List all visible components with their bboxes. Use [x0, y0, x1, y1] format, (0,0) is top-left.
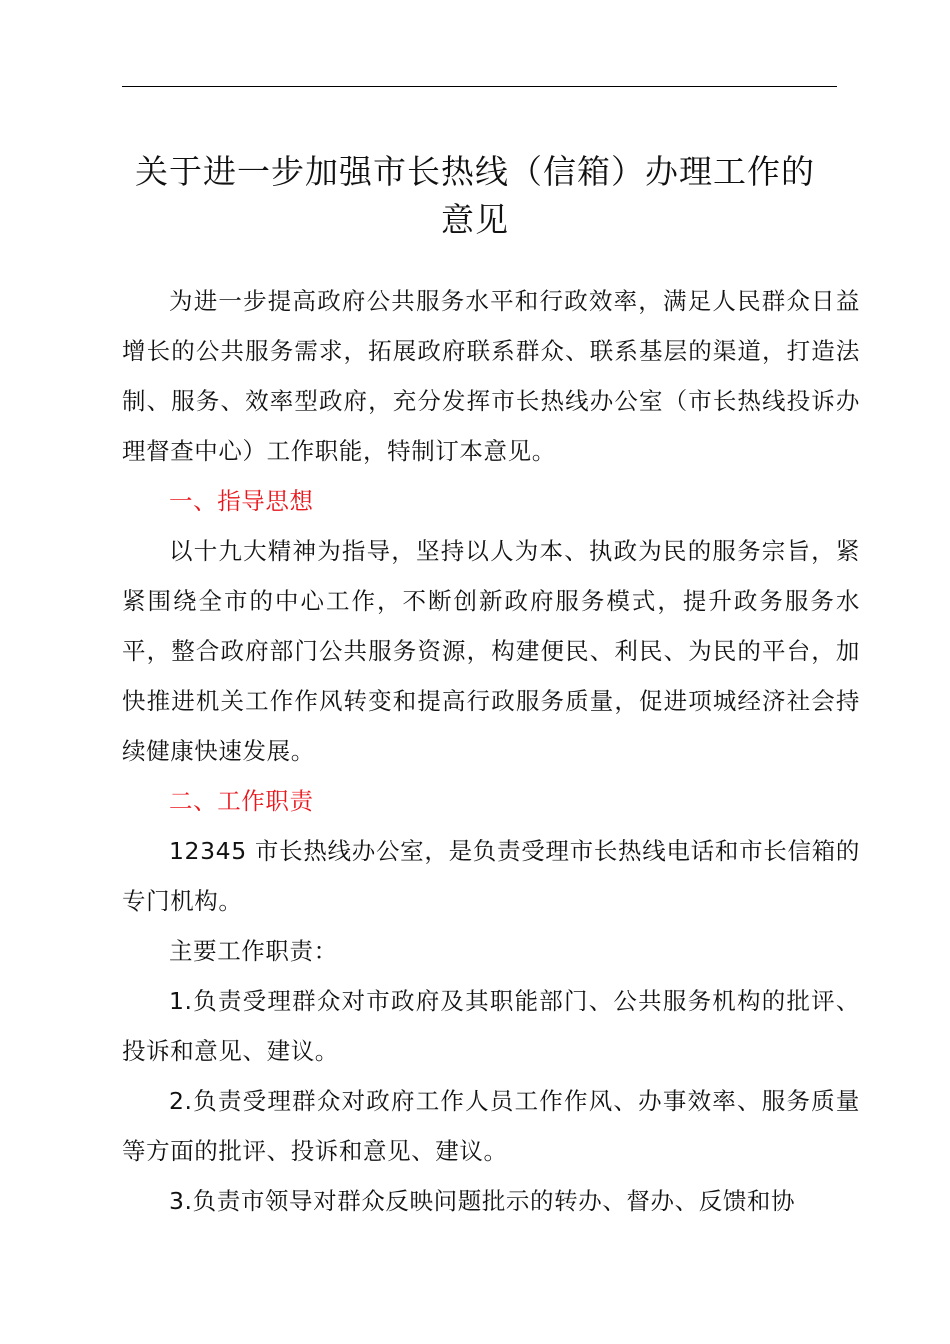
title-line-2: 意见 — [441, 200, 509, 239]
guiding-ideology-paragraph: 以十九大精神为指导，坚持以人为本、执政为民的服务宗旨，紧紧围绕全市的中心工作，不断创新政府服务模式，提升政务服务水平，整合政府部门公共服务资源，构建便民、利民、为民的平台，加快推进机关工作作风转变和提高行政服务质量，促进项城经济社会持续健康快速发展。 — [122, 537, 860, 765]
duty-item-2: 2.负责受理群众对政府工作人员工作作风、办事效率、服务质量等方面的批评、投诉和意见、建议。 — [122, 1087, 860, 1165]
section-heading-guiding-ideology: 一、指导思想 — [169, 487, 314, 515]
title-line-1: 关于进一步加强市长热线（信箱）办理工作的 — [135, 152, 815, 191]
duty-item-3: 3.负责市领导对群众反映问题批示的转办、督办、反馈和协 — [169, 1187, 796, 1215]
duty-item-1: 1.负责受理群众对市政府及其职能部门、公共服务机构的批评、投诉和意见、建议。 — [122, 987, 860, 1065]
header-rule — [122, 86, 837, 87]
section-heading-duties: 二、工作职责 — [169, 787, 314, 815]
intro-paragraph: 为进一步提高政府公共服务水平和行政效率，满足人民群众日益增长的公共服务需求，拓展政府联系群众、联系基层的渠道，打造法制、服务、效率型政府，充分发挥市长热线办公室（市长热线投诉办理督查中心）工作职能，特制订本意见。 — [122, 287, 860, 465]
main-duties-label: 主要工作职责： — [169, 937, 338, 965]
document-title — [112, 148, 838, 244]
document-body — [122, 276, 860, 1226]
office-description-paragraph: 12345 市长热线办公室，是负责受理市长热线电话和市长信箱的专门机构。 — [122, 837, 860, 915]
